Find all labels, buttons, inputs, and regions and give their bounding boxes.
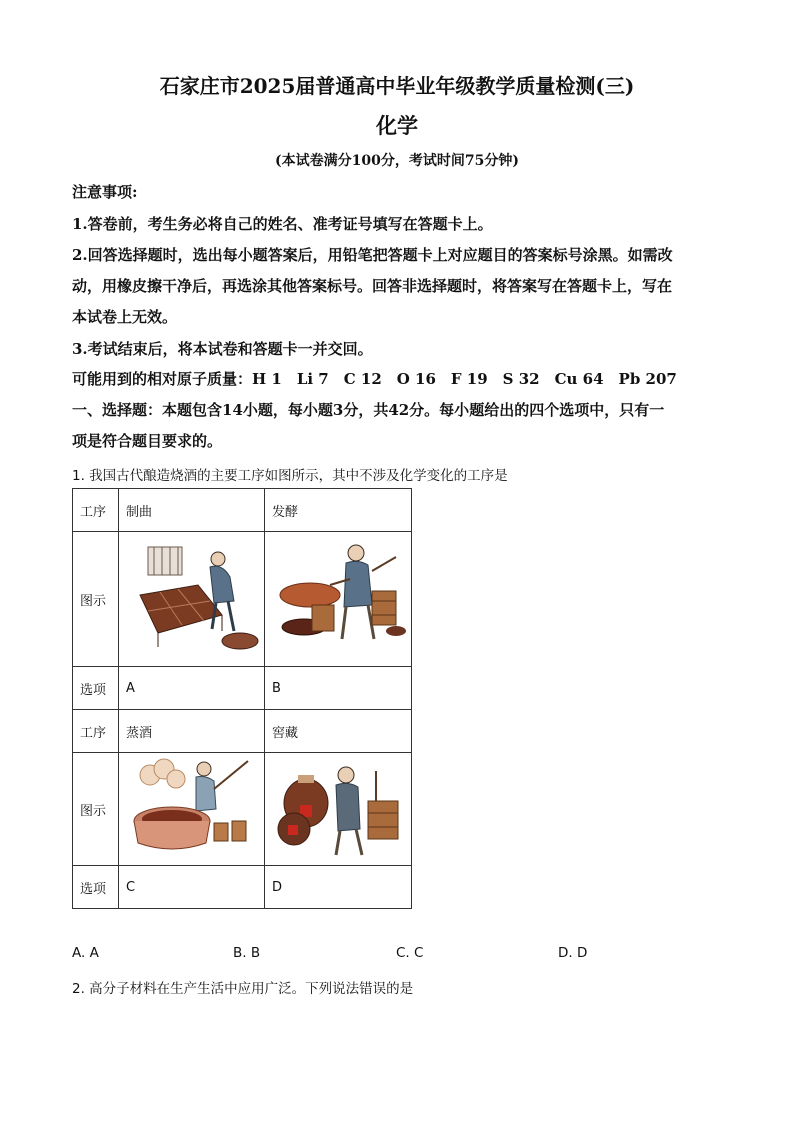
choice-b[interactable]: B. B <box>233 945 261 961</box>
image-label: 图示 <box>73 532 119 667</box>
process-label: 工序 <box>73 489 119 532</box>
notice-item-2-line-3: 本试卷上无效。 <box>72 308 178 326</box>
notice-heading: 注意事项: <box>72 183 138 201</box>
step-a-name: 制曲 <box>119 489 265 532</box>
option-a-cell: A <box>119 667 265 710</box>
exam-title: 石家庄市2025届普通高中毕业年级教学质量检测(三) <box>159 74 635 98</box>
exam-note: (本试卷满分100分，考试时间75分钟) <box>275 153 519 169</box>
question-1-stem: 1. 我国古代酿造烧酒的主要工序如图所示，其中不涉及化学变化的工序是 <box>72 468 508 484</box>
option-c-cell: C <box>119 866 265 909</box>
step-b-name: 发酵 <box>265 489 412 532</box>
option-b-cell: B <box>265 667 412 710</box>
cellar-storage-illustration <box>265 753 412 866</box>
notice-item-2-line-1: 2.回答选择题时，选出每小题答案后，用铅笔把答题卡上对应题目的答案标号涂黑。如需改 <box>72 246 673 264</box>
koji-making-illustration <box>119 532 265 667</box>
process-table <box>72 488 412 909</box>
step-c-name: 蒸酒 <box>119 710 265 753</box>
section-heading-line-1: 一、选择题：本题包含14小题，每小题3分，共42分。每小题给出的四个选项中，只有一 <box>72 401 665 419</box>
notice-item-1: 1.答卷前，考生务必将自己的姓名、准考证号填写在答题卡上。 <box>72 215 493 233</box>
option-d-cell: D <box>265 866 412 909</box>
process-label-2: 工序 <box>73 710 119 753</box>
image-label-2: 图示 <box>73 753 119 866</box>
choice-d[interactable]: D. D <box>558 945 588 961</box>
atomic-mass-line: 可能用到的相对原子质量：H 1 Li 7 C 12 O 16 F 19 S 32 Cu 64 Pb 207 <box>72 370 677 388</box>
subject-title: 化学 <box>376 113 418 138</box>
choice-a[interactable]: A. A <box>72 945 99 961</box>
distillation-illustration <box>119 753 265 866</box>
option-label: 选项 <box>73 667 119 710</box>
notice-item-2-line-2: 动，用橡皮擦干净后，再选涂其他答案标号。回答非选择题时，将答案写在答题卡上，写在 <box>72 277 673 295</box>
question-2-stem: 2. 高分子材料在生产生活中应用广泛。下列说法错误的是 <box>72 981 414 997</box>
step-d-name: 窖藏 <box>265 710 412 753</box>
fermentation-illustration <box>265 532 412 667</box>
option-label-2: 选项 <box>73 866 119 909</box>
choice-c[interactable]: C. C <box>396 945 424 961</box>
notice-item-3: 3.考试结束后，将本试卷和答题卡一并交回。 <box>72 340 373 358</box>
section-heading-line-2: 项是符合题目要求的。 <box>72 432 223 450</box>
